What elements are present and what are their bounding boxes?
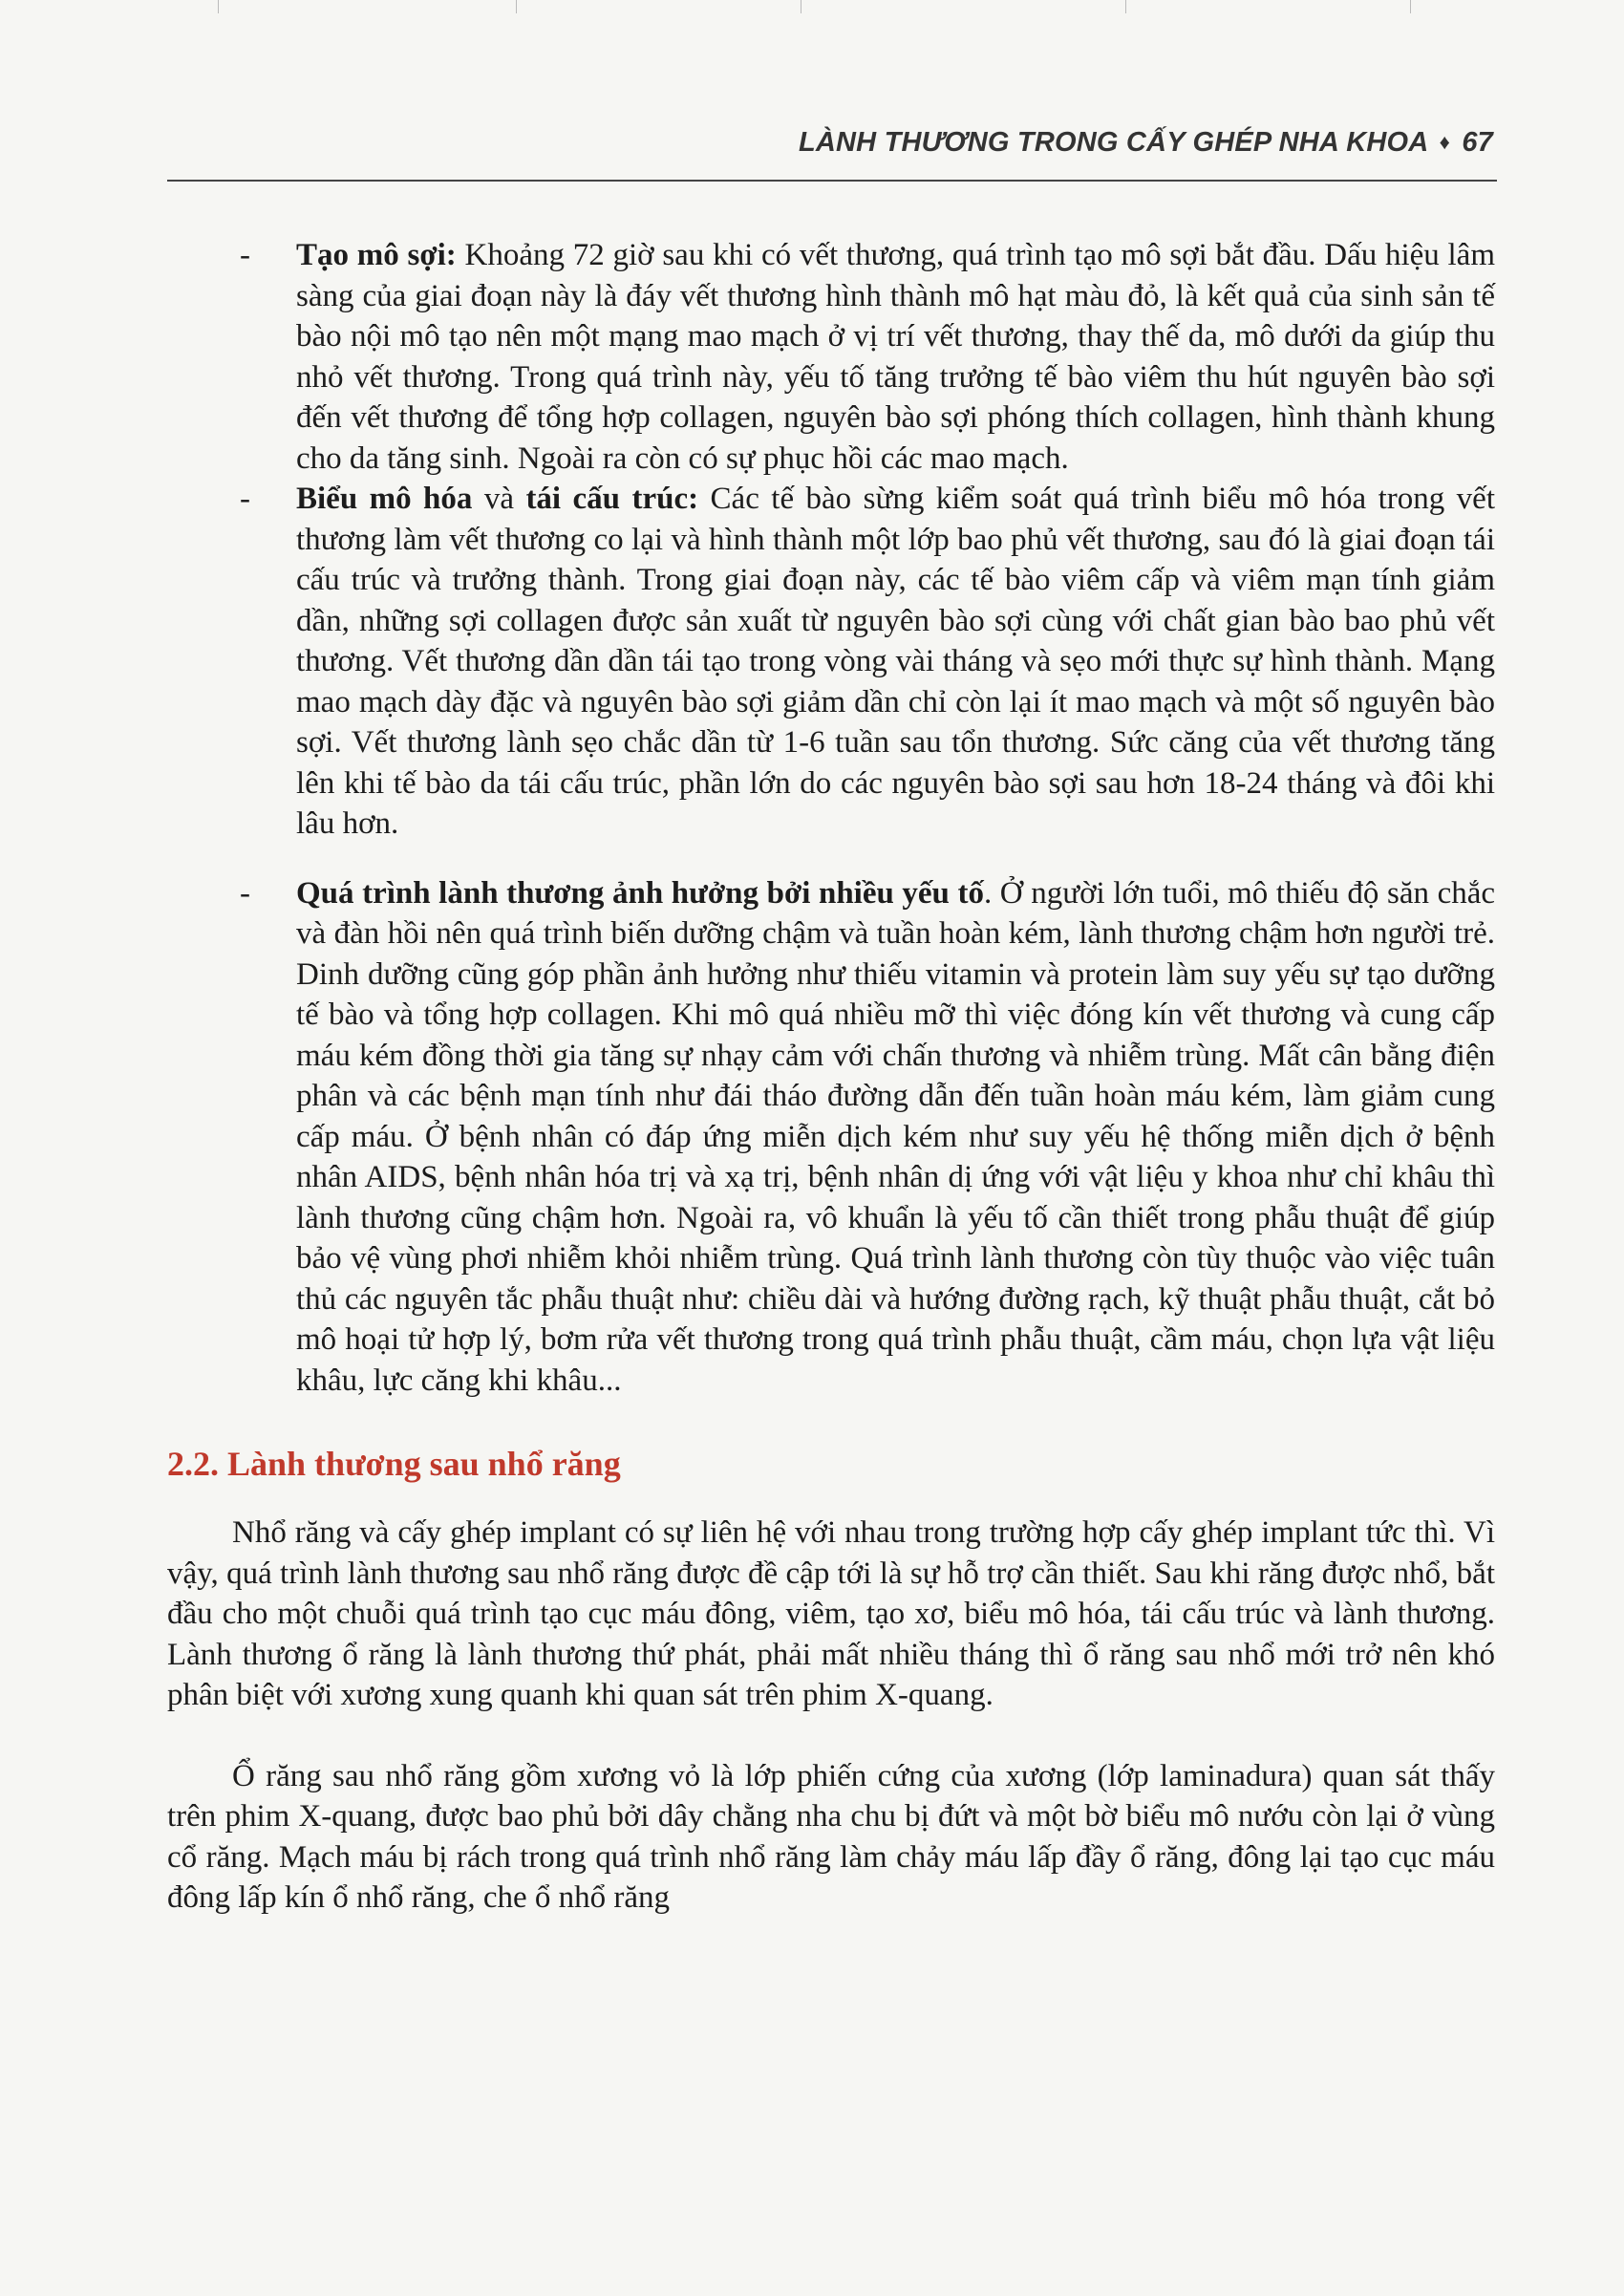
bullet-paragraph <box>296 873 1495 1402</box>
running-title: LÀNH THƯƠNG TRONG CẤY GHÉP NHA KHOA <box>798 127 1428 158</box>
bullet-healing-factors <box>167 873 1495 1402</box>
body-paragraph: Nhổ răng và cấy ghép implant có sự liên hệ với nhau trong trường hợp cấy ghép implant tức thì. Vì vậy, quá trình lành thương sau nhổ răng được đề cập tới là sự hỗ trợ cần thiết. Sau khi răng được nhổ, bắt đầu cho một chuỗi quá trình tạo cục máu đông, viêm, tạo xơ, biểu mô hóa, tái cấu trúc và lành thương. Lành thương ổ răng là lành thương thứ phát, phải mất nhiều tháng thì ổ răng sau nhổ mới trở nên khó phân biệt với xương xung quanh khi quan sát trên phim X-quang. <box>167 1515 1495 1712</box>
page-number: 67 <box>1462 127 1493 158</box>
scan-mark <box>516 0 517 13</box>
bullet-term: Tạo mô sợi: <box>296 238 457 272</box>
bullet-dash: - <box>240 238 250 272</box>
section-heading: 2.2. Lành thương sau nhổ răng <box>167 1445 621 1483</box>
header-rule <box>167 180 1497 182</box>
bullet-text: Các tế bào sừng kiểm soát quá trình biểu mô hóa trong vết thương làm vết thương co lại và hình thành một lớp bao phủ vết thương, sau đó là giai đoạn tái cấu trúc và trưởng thành. Trong giai đoạn này, các tế bào viêm cấp và viêm mạn tính giảm dần, những sợi collagen được sản xuất từ nguyên bào sợi cùng với chất gian bào bao phủ vết thương. Vết thương dần dần tái tạo trong vòng vài tháng và sẹo mới thực sự hình thành. Mạng mao mạch dày đặc và nguyên bào sợi giảm dần chỉ còn lại ít mao mạch và một số nguyên bào sợi. Vết thương lành sẹo chắc dần từ 1-6 tuần sau tổn thương. Sức căng của vết thương tăng lên khi tế bào da tái cấu trúc, phần lớn do các nguyên bào sợi sau hơn 18-24 tháng và đôi khi lâu hơn. <box>296 482 1496 841</box>
bullet-connector: và <box>483 482 514 516</box>
body-paragraph: Ổ răng sau nhổ răng gồm xương vỏ là lớp phiến cứng của xương (lớp laminadura) quan sát thấy trên phim X-quang, được bao phủ bởi dây chằng nha chu bị đứt và một bờ biểu mô nướu còn lại ở vùng cổ răng. Mạch máu bị rách trong quá trình nhổ răng làm chảy máu lấp đầy ổ răng, đông lại tạo cục máu đông lấp kín ổ nhổ răng, che ổ nhổ răng <box>167 1758 1495 1915</box>
bullet-paragraph <box>296 235 1495 479</box>
scan-mark <box>218 0 219 13</box>
bullet-fibroplasia <box>167 235 1495 479</box>
bullet-term: Biểu mô hóa <box>296 482 473 516</box>
diamond-separator-icon: ♦ <box>1439 130 1451 154</box>
bullet-paragraph <box>296 479 1495 845</box>
bullet-epithelialization <box>167 479 1495 845</box>
bullet-dash: - <box>240 875 250 911</box>
scan-mark <box>1410 0 1411 13</box>
bullet-term: Quá trình lành thương ảnh hưởng bởi nhiều yếu tố <box>296 875 984 911</box>
bullet-dash: - <box>240 482 250 516</box>
scan-mark <box>1125 0 1126 13</box>
bullet-text: . Ở người lớn tuổi, mô thiếu độ săn chắc và đàn hồi nên quá trình biến dưỡng chậm và tuần hoàn kém, lành thương chậm hơn người trẻ. Dinh dưỡng cũng góp phần ảnh hưởng như thiếu vitamin và protein làm suy yếu sự tạo dưỡng tế bào và tổng hợp collagen. Khi mô quá nhiều mỡ thì việc đóng kín vết thương và cung cấp máu kém đồng thời gia tăng sự nhạy cảm với chấn thương và nhiễm trùng. Mất cân bằng điện phân và các bệnh mạn tính như đái tháo đường dẫn đến tuần hoàn máu kém, làm giảm cung cấp máu. Ở bệnh nhân có đáp ứng miễn dịch kém như suy yếu hệ thống miễn dịch ở bệnh nhân AIDS, bệnh nhân hóa trị và xạ trị, bệnh nhân dị ứng với vật liệu y khoa như chỉ khâu thì lành thương cũng chậm hơn. Ngoài ra, vô khuẩn là yếu tố cần thiết trong phẫu thuật để giúp bảo vệ vùng phơi nhiễm khỏi nhiễm trùng. Quá trình lành thương còn tùy thuộc vào việc tuân thủ các nguyên tắc phẫu thuật như: chiều dài và hướng đường rạch, kỹ thuật phẫu thuật, cắt bỏ mô hoại tử hợp lý, bơm rửa vết thương trong quá trình phẫu thuật, cầm máu, chọn lựa vật liệu khâu, lực căng khi khâu... <box>296 875 1496 1398</box>
page-body <box>167 235 1495 1919</box>
bullet-text: Khoảng 72 giờ sau khi có vết thương, quá trình tạo mô sợi bắt đầu. Dấu hiệu lâm sàng của giai đoạn này là đáy vết thương hình thành mô hạt màu đỏ, là kết quả của sinh sản tế bào nội mô tạo nên một mạng mao mạch ở vị trí vết thương, thay thế da, mô dưới da giúp thu nhỏ vết thương. Trong quá trình này, yếu tố tăng trưởng tế bào viêm thu hút nguyên bào sợi đến vết thương để tổng hợp collagen, nguyên bào sợi phóng thích collagen, hình thành khung cho da tăng sinh. Ngoài ra còn có sự phục hồi các mao mạch. <box>296 238 1496 476</box>
running-header <box>167 127 1493 159</box>
bullet-term: tái cấu trúc: <box>525 482 699 516</box>
